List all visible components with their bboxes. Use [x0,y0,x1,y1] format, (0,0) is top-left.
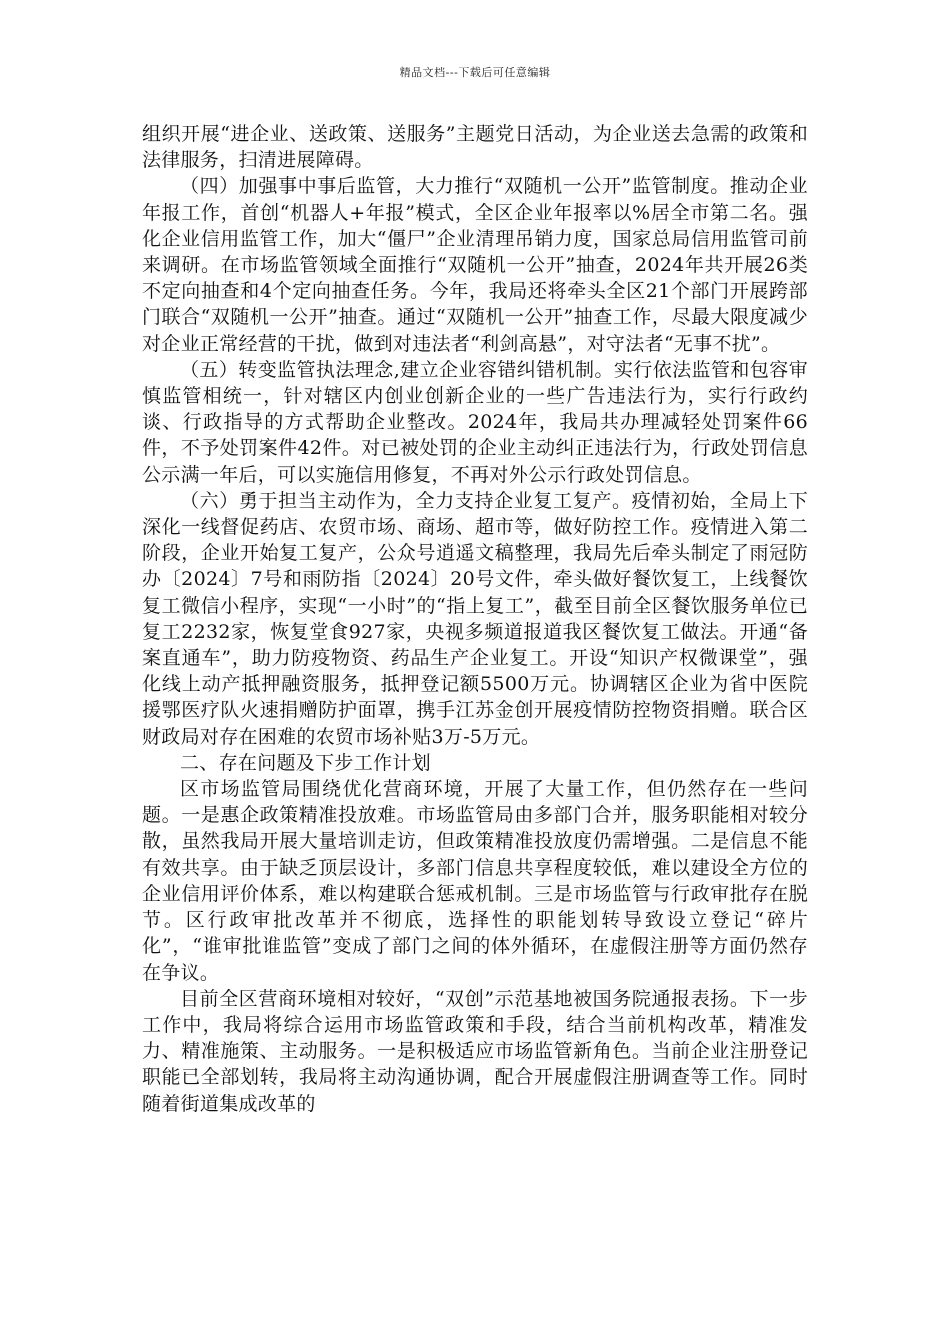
paragraph-next-steps: 目前全区营商环境相对较好，“双创”示范基地被国务院通报表扬。下一步工作中，我局将综合运用市场监管政策和手段，结合当前机构改革，精准发力、精准施策、主动服务。一是积极适应市场监管新角色。当前企业注册登记职能已全部划转，我局将主动沟通协调，配合开展虚假注册调查等工作。同时随着街道集成改革的 [142,987,808,1115]
paragraph-section-6: （六）勇于担当主动作为，全力支持企业复工复产。疫情初始，全局上下深化一线督促药店、农贸市场、商场、超市等，做好防控工作。疫情进入第二阶段，企业开始复工复产，公众号逍遥文稿整理，我局先后牵头制定了雨冠防办〔2024〕7号和雨防指〔2024〕20号文件，牵头做好餐饮复工，上线餐饮复工微信小程序，实现“一小时”的“指上复工”，截至目前全区餐饮服务单位已复工2232家，恢复堂食927家，央视多频道报道我区餐饮复工做法。开通“备案直通车”，助力防疫物资、药品生产企业复工。开设“知识产权微课堂”，强化线上动产抵押融资服务，抵押登记额5500万元。协调辖区企业为省中医院援鄂医疗队火速捐赠防护面罩，携手江苏金创开展疫情防控物资捐赠。联合区财政局对存在困难的农贸市场补贴3万-5万元。 [142,489,808,748]
paragraph-section-5: （五）转变监管执法理念,建立企业容错纠错机制。实行依法监管和包容审慎监管相统一，针对辖区内创业创新企业的一些广告违法行为，实行行政约谈、行政指导的方式帮助企业整改。2024年，我局共办理减轻处罚案件66件，不予处罚案件42件。对已被处罚的企业主动纠正违法行为，行政处罚信息公示满一年后，可以实施信用修复，不再对外公示行政处罚信息。 [142,358,808,486]
page-header: 精品文档---下载后可任意编辑 [399,66,551,79]
paragraph-section-4: （四）加强事中事后监管，大力推行“双随机一公开”监管制度。推动企业年报工作，首创“机器人+年报”模式，全区企业年报率以%居全市第二名。强化企业信用监管工作，加大“僵尸”企业清理吊销力度，国家总局信用监管司前来调研。在市场监管领域全面推行“双随机一公开”抽查，2024年共开展26类不定向抽查和4个定向抽查任务。今年，我局还将牵头全区21个部门开展跨部门联合“双随机一公开”抽查。通过“双随机一公开”抽查工作，尽最大限度减少对企业正常经营的干扰，做到对违法者“利剑高悬”，对守法者“无事不扰”。 [142,175,808,355]
document-body [142,121,808,1117]
paragraph-problems: 区市场监管局围绕优化营商环境，开展了大量工作，但仍然存在一些问题。一是惠企政策精准投放难。市场监管局由多部门合并，服务职能相对较分散，虽然我局开展大量培训走访，但政策精准投放度仍需增强。二是信息不能有效共享。由于缺乏顶层设计，多部门信息共享程度较低，难以建设全方位的企业信用评价体系，难以构建联合惩戒机制。三是市场监管与行政审批存在脱节。区行政审批改革并不彻底，选择性的职能划转导致设立登记“碎片化”，“谁审批谁监管”变成了部门之间的体外循环，在虚假注册等方面仍然存在争议。 [142,778,808,984]
paragraph-continuation: 组织开展“进企业、送政策、送服务”主题党日活动，为企业送去急需的政策和法律服务，扫清进展障碍。 [142,123,808,172]
section-heading-problems: 二、存在问题及下步工作计划 [180,751,431,774]
